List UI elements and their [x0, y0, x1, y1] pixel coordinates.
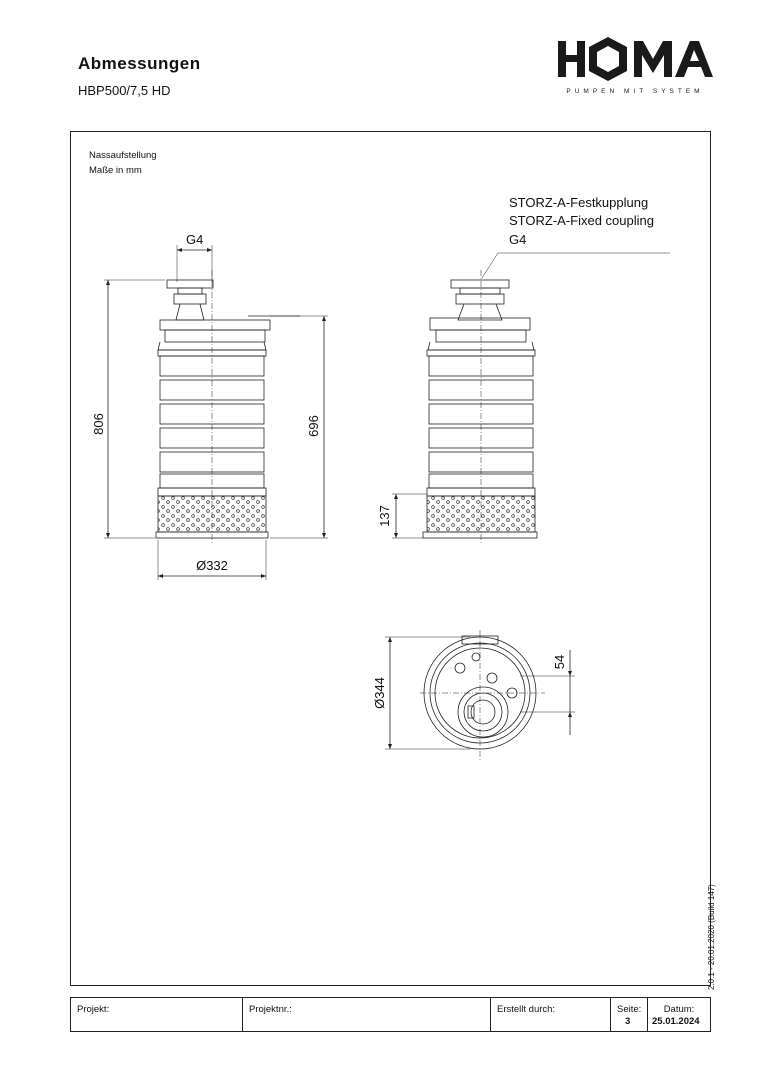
dim-overall-height: 806 — [91, 413, 106, 435]
pump-top-view — [385, 630, 575, 760]
erstellt-cell: Erstellt durch: — [491, 998, 611, 1031]
page-subtitle: HBP500/7,5 HD — [78, 83, 171, 98]
dim-base-diameter: Ø332 — [196, 558, 228, 573]
version-string: 2.0.1 - 20.01.2020 (Build 147) — [707, 884, 716, 990]
dim-offset: 54 — [552, 654, 567, 670]
seite-value: 3 — [625, 1016, 631, 1027]
page-title: Abmessungen — [78, 54, 201, 73]
datum-value: 25.01.2024 — [652, 1016, 700, 1027]
projekt-cell: Projekt: — [71, 998, 243, 1031]
pump-front-view — [104, 245, 328, 580]
callout-line1: STORZ-A-Festkupplung — [509, 195, 649, 210]
datum-cell: Datum: 25.01.2024 — [652, 1004, 700, 1027]
seite-cell: Seite: 3 — [611, 998, 648, 1031]
units-note: Maße in mm — [89, 165, 142, 176]
projektnr-cell: Projektnr.: — [243, 998, 491, 1031]
dim-top-diameter: Ø344 — [372, 677, 387, 709]
dim-body-height: 696 — [306, 415, 321, 437]
callout-line2: STORZ-A-Fixed coupling — [509, 213, 654, 228]
title-block — [70, 997, 711, 1032]
callout-line3: G4 — [509, 232, 527, 247]
dim-g4-left: G4 — [186, 232, 204, 247]
installation-note: Nassaufstellung — [89, 150, 157, 161]
dim-inlet-height: 137 — [377, 505, 392, 527]
pump-side-view — [392, 253, 670, 545]
svg-text:PUMPEN MIT SYSTEM: PUMPEN MIT SYSTEM — [566, 88, 704, 95]
